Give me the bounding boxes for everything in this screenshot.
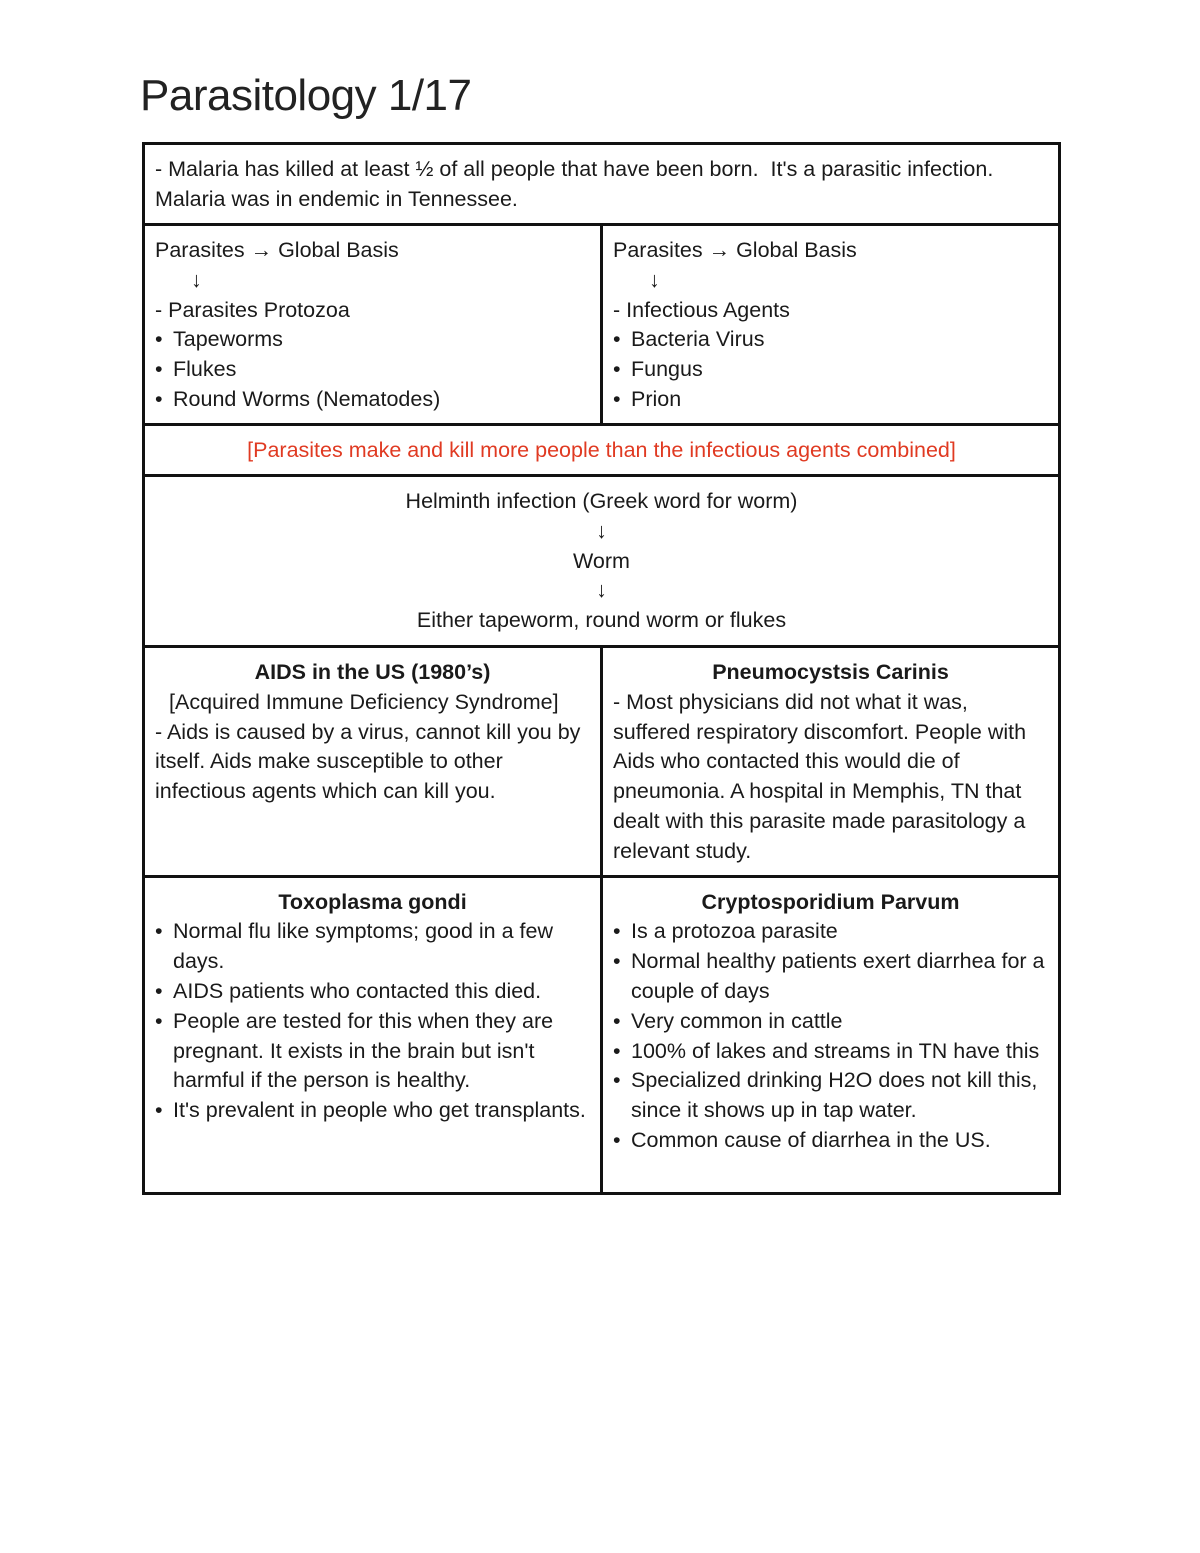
- helminth-line-3: Either tapeworm, round worm or flukes: [416, 608, 787, 633]
- highlight-row: [144, 425, 1060, 476]
- list-item: • Bacteria Virus: [613, 325, 1048, 355]
- list-item: • Tapeworms: [155, 325, 590, 355]
- list-item: • 100% of lakes and streams in TN have this: [613, 1037, 1048, 1067]
- aids-row: [144, 647, 1060, 877]
- list-item: • Is a protozoa parasite: [613, 917, 1048, 947]
- pneumocystis-cell: [602, 647, 1060, 877]
- parasites-subheading: - Parasites Protozoa: [155, 297, 350, 322]
- helminth-line-1: Helminth infection (Greek word for worm): [405, 489, 798, 513]
- list-item: • Normal healthy patients exert diarrhea for a couple of days: [613, 947, 1048, 1007]
- toxoplasma-heading: Toxoplasma gondi: [278, 889, 467, 914]
- aids-cell: [144, 647, 602, 877]
- cryptosporidium-heading: Cryptosporidium Parvum: [701, 889, 960, 914]
- intro-text: - Malaria has killed at least ½ of all people that have been born. It's a parasitic infection. Malaria was in endemic in Tennessee.: [155, 157, 1000, 211]
- down-arrow-icon: ↓: [649, 267, 660, 292]
- list-item: • People are tested for this when they are pregnant. It exists in the brain but isn't harmful if the person is healthy.: [155, 1007, 590, 1096]
- down-arrow-icon: ↓: [596, 518, 607, 543]
- toxoplasma-list: [155, 917, 590, 1126]
- page-title: Parasitology 1/17: [140, 71, 472, 120]
- highlight-text: [Parasites make and kill more people than the infectious agents combined]: [247, 438, 956, 462]
- agents-list: [613, 325, 1048, 414]
- list-item: • Common cause of diarrhea in the US.: [613, 1126, 1048, 1156]
- pneumocystis-heading: Pneumocystsis Carinis: [712, 660, 949, 684]
- list-item: • Round Worms (Nematodes): [155, 385, 590, 415]
- list-item: • Fungus: [613, 355, 1048, 385]
- highlight-cell: [144, 425, 1060, 476]
- down-arrow-icon: ↓: [596, 578, 607, 603]
- agents-cell: [602, 225, 1060, 425]
- notes-table: [142, 142, 1061, 1195]
- down-arrow-icon: ↓: [191, 267, 202, 292]
- list-item: • AIDS patients who contacted this died.: [155, 977, 590, 1007]
- toxo-crypto-row: [144, 876, 1060, 1193]
- list-item: • Normal flu like symptoms; good in a few days.: [155, 917, 590, 977]
- list-item: • Flukes: [155, 355, 590, 385]
- toxoplasma-cell: [144, 876, 602, 1193]
- cryptosporidium-list: [613, 917, 1048, 1155]
- parasites-header: Parasites → Global Basis: [155, 238, 399, 262]
- list-item: • Very common in cattle: [613, 1007, 1048, 1037]
- aids-subtitle: [Acquired Immune Deficiency Syndrome]: [169, 689, 559, 714]
- list-item: • Prion: [613, 385, 1048, 415]
- intro-row: [144, 144, 1060, 225]
- agents-header: Parasites → Global Basis: [613, 238, 857, 262]
- list-item: • Specialized drinking H2O does not kill this, since it shows up in tap water.: [613, 1066, 1048, 1126]
- cryptosporidium-cell: [602, 876, 1060, 1193]
- helminth-cell: [144, 476, 1060, 647]
- global-basis-row: [144, 225, 1060, 425]
- pneumocystis-body: - Most physicians did not what it was, suffered respiratory discomfort. People with Aids who contacted this would die of pneumonia. A hospital in Memphis, TN that dealt with this parasite made parasitology a relevant study.: [613, 689, 1032, 863]
- helminth-line-2: Worm: [573, 548, 630, 573]
- parasites-list: [155, 325, 590, 414]
- aids-heading: AIDS in the US (1980’s): [254, 660, 491, 684]
- intro-cell: [144, 144, 1060, 225]
- list-item: • It's prevalent in people who get transplants.: [155, 1096, 590, 1126]
- helminth-row: [144, 476, 1060, 647]
- aids-body: - Aids is caused by a virus, cannot kill you by itself. Aids make susceptible to other infectious agents which can kill you.: [155, 719, 587, 804]
- parasites-cell: [144, 225, 602, 425]
- agents-subheading: - Infectious Agents: [613, 297, 790, 322]
